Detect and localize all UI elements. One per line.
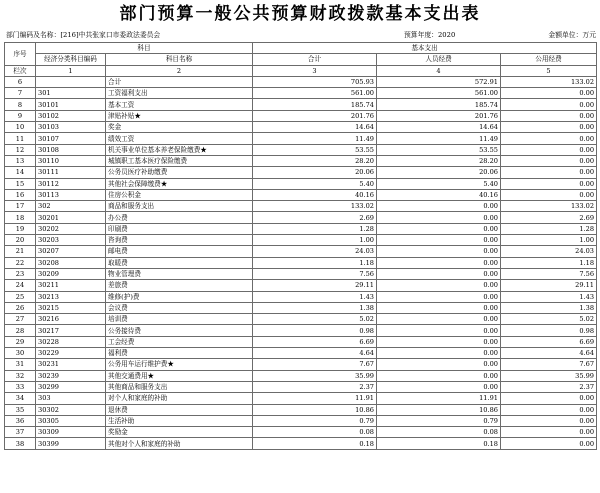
row-personnel: 0.00: [377, 223, 501, 234]
row-seq: 35: [5, 404, 36, 415]
row-public: 7.56: [501, 268, 597, 279]
row-total: 29.11: [253, 280, 377, 291]
row-subject-name: 基本工资: [106, 99, 253, 110]
row-seq: 28: [5, 325, 36, 336]
row-seq: 21: [5, 246, 36, 257]
row-seq: 38: [5, 438, 36, 449]
row-econ-code: 30228: [36, 336, 106, 347]
table-row: [5, 257, 597, 268]
table-row: [5, 88, 597, 99]
row-seq: 25: [5, 291, 36, 302]
row-econ-code: 303: [36, 393, 106, 404]
row-econ-code: 30110: [36, 155, 106, 166]
row-seq: 27: [5, 314, 36, 325]
row-total: 185.74: [253, 99, 377, 110]
row-public: 133.02: [501, 76, 597, 87]
row-seq: 32: [5, 370, 36, 381]
table-row: [5, 133, 597, 144]
row-public: 7.67: [501, 359, 597, 370]
row-total: 5.40: [253, 178, 377, 189]
row-seq: 31: [5, 359, 36, 370]
row-seq: 22: [5, 257, 36, 268]
row-econ-code: [36, 76, 106, 87]
table-row: [5, 235, 597, 246]
row-total: 1.38: [253, 302, 377, 313]
row-total: 705.93: [253, 76, 377, 87]
row-personnel: 40.16: [377, 189, 501, 200]
row-total: 10.86: [253, 404, 377, 415]
row-seq: 10: [5, 122, 36, 133]
row-public: 133.02: [501, 201, 597, 212]
header-basic: 基本支出: [253, 43, 597, 54]
money-unit-label: 金额单位：万元: [548, 31, 596, 39]
row-subject-name: 公务用车运行维护费★: [106, 359, 253, 370]
row-subject-name: 工会经费: [106, 336, 253, 347]
row-econ-code: 30108: [36, 144, 106, 155]
row-total: 40.16: [253, 189, 377, 200]
row-total: 133.02: [253, 201, 377, 212]
header-col-5: 5: [501, 65, 597, 76]
header-col-2: 2: [106, 65, 253, 76]
header-col-1: 1: [36, 65, 106, 76]
header-personnel: 人员经费: [377, 54, 501, 65]
row-total: 53.55: [253, 144, 377, 155]
row-subject-name: 绩效工资: [106, 133, 253, 144]
table-row: [5, 167, 597, 178]
table-row: [5, 370, 597, 381]
row-total: 1.00: [253, 235, 377, 246]
row-personnel: 0.00: [377, 291, 501, 302]
row-econ-code: 30112: [36, 178, 106, 189]
row-personnel: 0.00: [377, 280, 501, 291]
table-row: [5, 291, 597, 302]
row-personnel: 0.00: [377, 235, 501, 246]
row-seq: 15: [5, 178, 36, 189]
header-col-3: 3: [253, 65, 377, 76]
row-seq: 14: [5, 167, 36, 178]
row-subject-name: 物业管理费: [106, 268, 253, 279]
row-seq: 16: [5, 189, 36, 200]
row-personnel: 11.91: [377, 393, 501, 404]
row-personnel: 11.49: [377, 133, 501, 144]
row-seq: 24: [5, 280, 36, 291]
table-row: [5, 427, 597, 438]
row-subject-name: 其他交通费用★: [106, 370, 253, 381]
row-personnel: 53.55: [377, 144, 501, 155]
row-public: 0.00: [501, 167, 597, 178]
row-personnel: 0.00: [377, 359, 501, 370]
row-seq: 29: [5, 336, 36, 347]
row-public: 0.00: [501, 133, 597, 144]
row-econ-code: 30217: [36, 325, 106, 336]
row-subject-name: 公务员医疗补助缴费: [106, 167, 253, 178]
row-econ-code: 30107: [36, 133, 106, 144]
row-subject-name: 差旅费: [106, 280, 253, 291]
row-public: 2.69: [501, 212, 597, 223]
row-personnel: 561.00: [377, 88, 501, 99]
table-row: [5, 393, 597, 404]
row-total: 201.76: [253, 110, 377, 121]
row-personnel: 0.00: [377, 246, 501, 257]
report-meta: [0, 28, 600, 42]
row-total: 35.99: [253, 370, 377, 381]
row-econ-code: 30299: [36, 381, 106, 392]
row-econ-code: 30101: [36, 99, 106, 110]
row-total: 11.91: [253, 393, 377, 404]
row-subject-name: 合计: [106, 76, 253, 87]
row-public: 0.00: [501, 415, 597, 426]
row-total: 7.67: [253, 359, 377, 370]
row-public: 1.28: [501, 223, 597, 234]
row-seq: 8: [5, 99, 36, 110]
table-row: [5, 280, 597, 291]
row-total: 1.18: [253, 257, 377, 268]
table-row: [5, 314, 597, 325]
row-econ-code: 30216: [36, 314, 106, 325]
row-subject-name: 城镇职工基本医疗保险缴费: [106, 155, 253, 166]
row-total: 561.00: [253, 88, 377, 99]
row-personnel: 20.06: [377, 167, 501, 178]
row-subject-name: 工资福利支出: [106, 88, 253, 99]
row-public: 2.37: [501, 381, 597, 392]
row-personnel: 0.79: [377, 415, 501, 426]
row-econ-code: 30211: [36, 280, 106, 291]
row-total: 4.64: [253, 348, 377, 359]
row-subject-name: 对个人和家庭的补助: [106, 393, 253, 404]
table-row: [5, 348, 597, 359]
row-personnel: 201.76: [377, 110, 501, 121]
row-personnel: 10.86: [377, 404, 501, 415]
row-seq: 33: [5, 381, 36, 392]
row-total: 14.64: [253, 122, 377, 133]
row-subject-name: 办公费: [106, 212, 253, 223]
row-subject-name: 其他对个人和家庭的补助: [106, 438, 253, 449]
row-econ-code: 30213: [36, 291, 106, 302]
row-personnel: 0.00: [377, 325, 501, 336]
row-total: 24.03: [253, 246, 377, 257]
table-row: [5, 268, 597, 279]
row-public: 6.69: [501, 336, 597, 347]
row-seq: 30: [5, 348, 36, 359]
row-subject-name: 维修(护)费: [106, 291, 253, 302]
row-subject-name: 印刷费: [106, 223, 253, 234]
row-seq: 9: [5, 110, 36, 121]
row-personnel: 0.00: [377, 314, 501, 325]
row-total: 0.98: [253, 325, 377, 336]
row-subject-name: 奖励金: [106, 427, 253, 438]
row-total: 0.08: [253, 427, 377, 438]
row-econ-code: 30201: [36, 212, 106, 223]
row-econ-code: 30208: [36, 257, 106, 268]
table-row: [5, 336, 597, 347]
row-subject-name: 生活补助: [106, 415, 253, 426]
row-econ-code: 30207: [36, 246, 106, 257]
row-subject-name: 福利费: [106, 348, 253, 359]
header-col-no: 栏次: [5, 65, 36, 76]
row-total: 28.20: [253, 155, 377, 166]
row-subject-name: 其他社会保障缴费★: [106, 178, 253, 189]
row-personnel: 185.74: [377, 99, 501, 110]
row-econ-code: 30103: [36, 122, 106, 133]
expenditure-table: [4, 42, 597, 450]
row-public: 0.00: [501, 189, 597, 200]
header-total: 合计: [253, 54, 377, 65]
row-public: 35.99: [501, 370, 597, 381]
row-seq: 34: [5, 393, 36, 404]
row-econ-code: 301: [36, 88, 106, 99]
header-name: 科目名称: [106, 54, 253, 65]
row-econ-code: 30111: [36, 167, 106, 178]
row-seq: 6: [5, 76, 36, 87]
row-econ-code: 30102: [36, 110, 106, 121]
row-public: 0.98: [501, 325, 597, 336]
row-seq: 11: [5, 133, 36, 144]
row-seq: 37: [5, 427, 36, 438]
row-total: 0.18: [253, 438, 377, 449]
row-personnel: 0.00: [377, 336, 501, 347]
row-personnel: 0.00: [377, 348, 501, 359]
row-econ-code: 30399: [36, 438, 106, 449]
row-seq: 7: [5, 88, 36, 99]
header-seq: 序号: [5, 43, 36, 66]
row-personnel: 14.64: [377, 122, 501, 133]
table-row: [5, 76, 597, 87]
row-public: 0.00: [501, 438, 597, 449]
row-seq: 26: [5, 302, 36, 313]
row-econ-code: 30229: [36, 348, 106, 359]
row-subject-name: 津贴补贴★: [106, 110, 253, 121]
row-total: 0.79: [253, 415, 377, 426]
table-row: [5, 246, 597, 257]
row-public: 5.02: [501, 314, 597, 325]
row-personnel: 572.91: [377, 76, 501, 87]
row-seq: 13: [5, 155, 36, 166]
row-public: 1.38: [501, 302, 597, 313]
table-row: [5, 359, 597, 370]
row-public: 0.00: [501, 393, 597, 404]
table-row: [5, 212, 597, 223]
table-row: [5, 325, 597, 336]
row-econ-code: 30309: [36, 427, 106, 438]
table-row: [5, 201, 597, 212]
row-personnel: 0.00: [377, 201, 501, 212]
row-personnel: 0.08: [377, 427, 501, 438]
row-public: 0.00: [501, 110, 597, 121]
row-seq: 17: [5, 201, 36, 212]
row-econ-code: 30231: [36, 359, 106, 370]
row-total: 20.06: [253, 167, 377, 178]
row-seq: 36: [5, 415, 36, 426]
table-row: [5, 302, 597, 313]
table-row: [5, 155, 597, 166]
row-econ-code: 30305: [36, 415, 106, 426]
row-seq: 19: [5, 223, 36, 234]
row-subject-name: 培训费: [106, 314, 253, 325]
row-public: 0.00: [501, 178, 597, 189]
row-personnel: 0.00: [377, 212, 501, 223]
row-seq: 23: [5, 268, 36, 279]
row-public: 1.18: [501, 257, 597, 268]
row-econ-code: 30209: [36, 268, 106, 279]
row-personnel: 5.40: [377, 178, 501, 189]
row-public: 0.00: [501, 99, 597, 110]
unit-label: 部门编码及名称：[216]中共张家口市委政法委员会: [6, 31, 161, 39]
row-total: 1.43: [253, 291, 377, 302]
table-row: [5, 189, 597, 200]
row-total: 7.56: [253, 268, 377, 279]
row-public: 0.00: [501, 155, 597, 166]
row-total: 5.02: [253, 314, 377, 325]
row-personnel: 0.00: [377, 302, 501, 313]
table-row: [5, 99, 597, 110]
row-public: 0.00: [501, 427, 597, 438]
row-total: 11.49: [253, 133, 377, 144]
page-title: 部门预算一般公共预算财政拨款基本支出表: [119, 4, 481, 24]
header-public: 公用经费: [501, 54, 597, 65]
row-total: 6.69: [253, 336, 377, 347]
row-public: 1.00: [501, 235, 597, 246]
row-econ-code: 30215: [36, 302, 106, 313]
row-econ-code: 30203: [36, 235, 106, 246]
table-row: [5, 415, 597, 426]
row-public: 0.00: [501, 404, 597, 415]
table-row: [5, 122, 597, 133]
row-personnel: 0.00: [377, 381, 501, 392]
row-personnel: 28.20: [377, 155, 501, 166]
row-subject-name: 公务接待费: [106, 325, 253, 336]
table-row: [5, 110, 597, 121]
table-row: [5, 223, 597, 234]
row-total: 2.37: [253, 381, 377, 392]
table-row: [5, 381, 597, 392]
table-row: [5, 438, 597, 449]
row-total: 2.69: [253, 212, 377, 223]
row-econ-code: 30302: [36, 404, 106, 415]
row-econ-code: 30113: [36, 189, 106, 200]
header-col-4: 4: [377, 65, 501, 76]
row-public: 0.00: [501, 122, 597, 133]
row-seq: 20: [5, 235, 36, 246]
row-subject-name: 住房公积金: [106, 189, 253, 200]
row-econ-code: 30239: [36, 370, 106, 381]
row-seq: 12: [5, 144, 36, 155]
table-row: [5, 178, 597, 189]
row-subject-name: 取暖费: [106, 257, 253, 268]
row-public: 1.43: [501, 291, 597, 302]
table-row: [5, 144, 597, 155]
row-subject-name: 其他商品和服务支出: [106, 381, 253, 392]
row-econ-code: 302: [36, 201, 106, 212]
table-row: [5, 404, 597, 415]
row-personnel: 0.18: [377, 438, 501, 449]
row-public: 29.11: [501, 280, 597, 291]
row-public: 0.00: [501, 88, 597, 99]
row-subject-name: 咨询费: [106, 235, 253, 246]
header-subject: 科目: [36, 43, 253, 54]
row-econ-code: 30202: [36, 223, 106, 234]
row-subject-name: 商品和服务支出: [106, 201, 253, 212]
row-seq: 18: [5, 212, 36, 223]
row-subject-name: 机关事业单位基本养老保险缴费★: [106, 144, 253, 155]
row-subject-name: 奖金: [106, 122, 253, 133]
row-personnel: 0.00: [377, 268, 501, 279]
row-public: 0.00: [501, 144, 597, 155]
year-label: 预算年度：2020: [404, 31, 456, 39]
row-subject-name: 会议费: [106, 302, 253, 313]
row-public: 4.64: [501, 348, 597, 359]
row-public: 24.03: [501, 246, 597, 257]
row-total: 1.28: [253, 223, 377, 234]
row-personnel: 0.00: [377, 257, 501, 268]
row-subject-name: 退休费: [106, 404, 253, 415]
row-subject-name: 邮电费: [106, 246, 253, 257]
row-personnel: 0.00: [377, 370, 501, 381]
header-econ-code: 经济分类科目编码: [36, 54, 106, 65]
